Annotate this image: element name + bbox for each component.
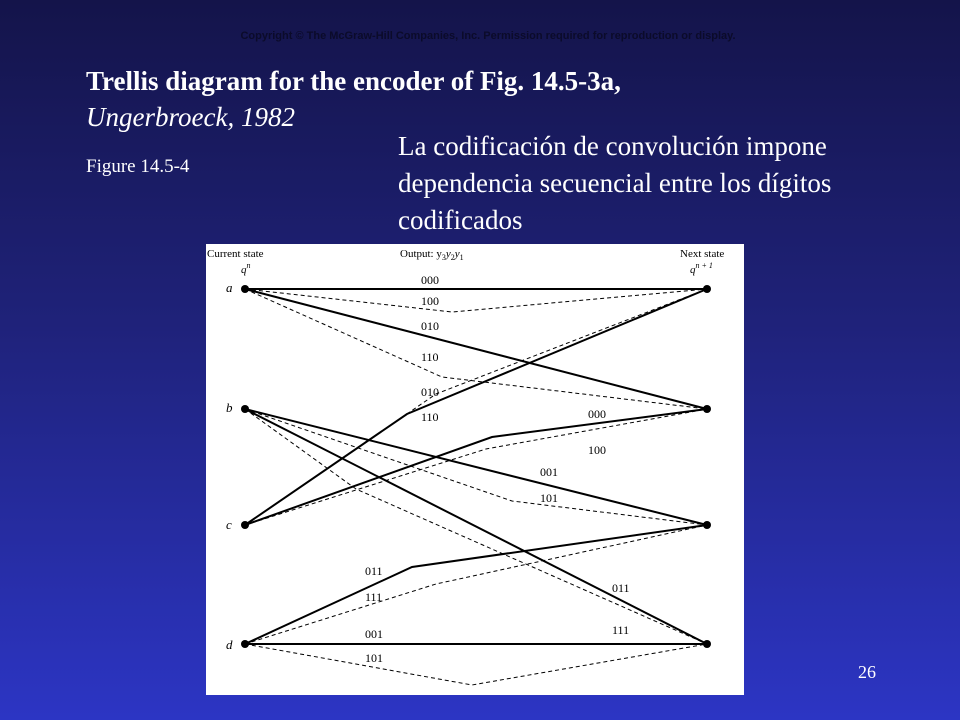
state-label-d: d: [226, 637, 233, 652]
node-current-a: [241, 285, 249, 293]
slide-subtitle: Ungerbroeck, 1982: [86, 102, 295, 132]
node-current-c: [241, 521, 249, 529]
label-d-d-dashed: 101: [365, 651, 383, 665]
label-c-b-solid: 000: [588, 407, 606, 421]
transition-d-d-dashed: [245, 644, 707, 685]
label-a-b-solid: 010: [421, 319, 439, 333]
transition-a-b-solid: [245, 289, 707, 409]
label-d-c-dashed: 111: [365, 590, 383, 604]
transition-d-c-dashed: [245, 525, 707, 644]
copyright-notice: Copyright © The McGraw-Hill Companies, Inc. Permission required for reproduction or display.: [240, 30, 736, 42]
label-d-d-solid: 001: [365, 627, 383, 641]
current-state-label: Current state: [207, 248, 264, 260]
transition-a-a-dashed: [245, 289, 707, 312]
label-d-c-solid: 011: [365, 564, 383, 578]
label-b-c-dashed: 101: [540, 491, 558, 505]
label-a-b-dashed: 110: [421, 350, 439, 364]
node-next-d: [703, 640, 711, 648]
current-q-label: $q^n$: [241, 261, 251, 276]
output-label: Output: $y_3y_2y_1$: [400, 248, 464, 262]
label-c-a-dashed: 110: [421, 410, 439, 424]
transition-b-c-solid: [245, 409, 707, 525]
next-state-label: Next state: [680, 248, 725, 260]
node-current-d: [241, 640, 249, 648]
trellis-diagram: [206, 244, 744, 695]
state-label-a: a: [226, 280, 233, 295]
state-label-b: b: [226, 400, 233, 415]
next-q-label: $q^{n + 1}$: [690, 261, 713, 276]
figure-label: Figure 14.5-4: [86, 156, 190, 177]
transition-c-a-solid: [245, 289, 707, 525]
label-c-a-solid: 010: [421, 385, 439, 399]
node-next-a: [703, 285, 711, 293]
label-c-b-dashed: 100: [588, 443, 606, 457]
label-a-a-solid: 000: [421, 273, 439, 287]
slide-note: La codificación de convolución impone dependencia secuencial entre los dígitos codificados: [398, 131, 832, 235]
transition-c-a-dashed: [245, 289, 707, 525]
slide-title: Trellis diagram for the encoder of Fig. 14.5-3a,: [86, 66, 621, 96]
transition-d-c-solid: [245, 525, 707, 644]
node-next-b: [703, 405, 711, 413]
state-label-c: c: [226, 517, 232, 532]
node-next-c: [703, 521, 711, 529]
label-b-d-dashed: 111: [612, 623, 630, 637]
page-number: 26: [858, 662, 876, 682]
node-current-b: [241, 405, 249, 413]
label-b-d-solid: 011: [612, 581, 630, 595]
label-b-c-solid: 001: [540, 465, 558, 479]
transition-b-d-solid: [245, 409, 707, 644]
label-a-a-dashed: 100: [421, 294, 439, 308]
